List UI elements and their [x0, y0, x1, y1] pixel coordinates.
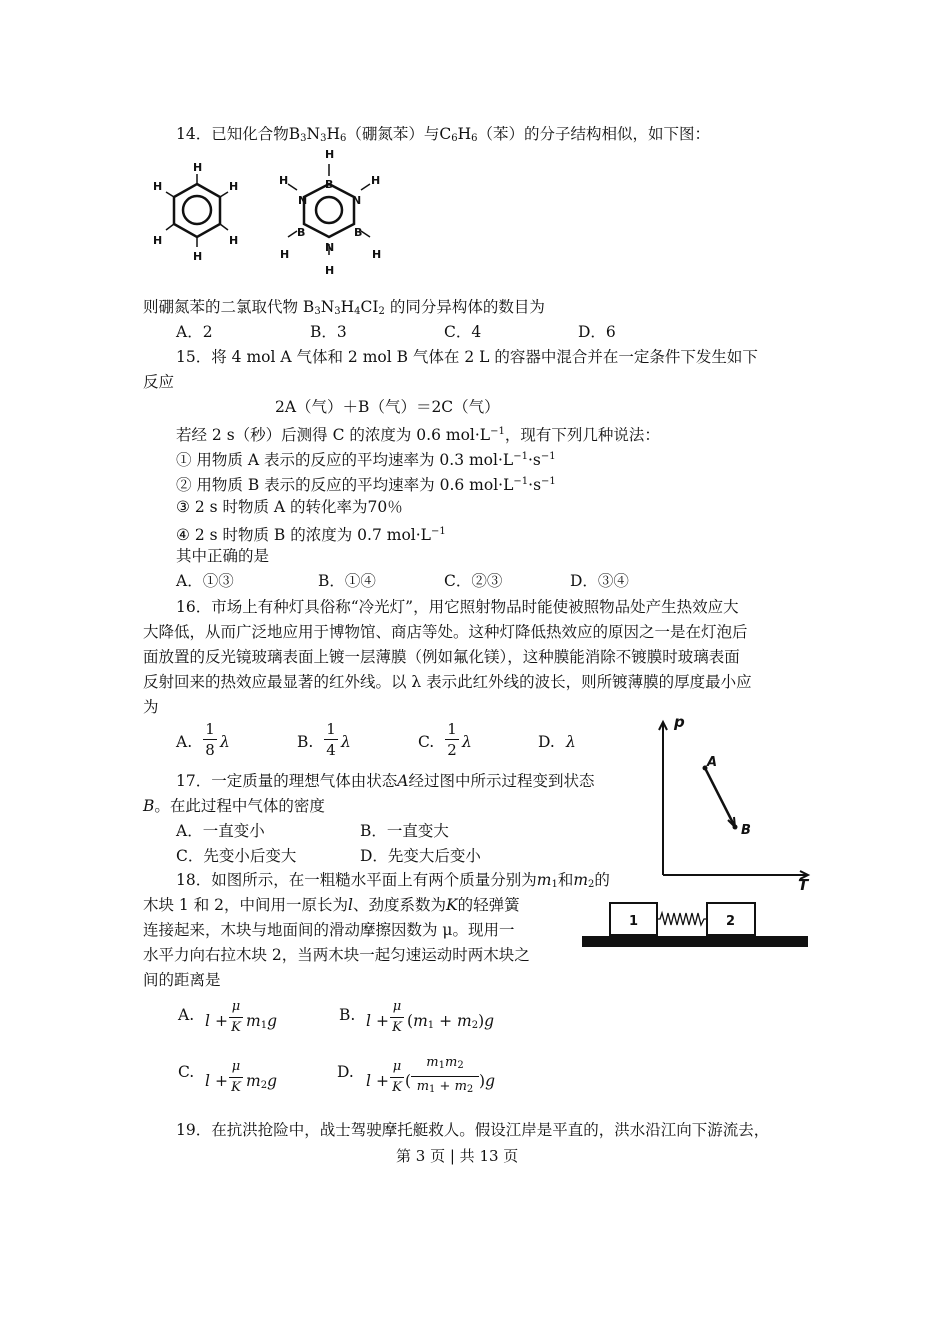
q15-stem: 15．将 4 mol A 气体和 2 mol B 气体在 2 L 的容器中混合并在一定条件下发生如下	[176, 348, 758, 366]
rough-ground	[582, 936, 808, 947]
q18-option-c-term: $m_2g$	[246, 1072, 278, 1091]
q16-option-b-label: B.	[297, 733, 314, 751]
q19-line-1: 19．在抗洪抢险中，战士驾驶摩托艇救人。假设江岸是平直的，洪水沿江向下游流去，	[176, 1121, 770, 1139]
q18-option-a-term: $m_1g$	[246, 1012, 278, 1031]
q16-line-1: 16．市场上有种灯具俗称“冷光灯”，用它照射物品时能使被照物品处产生热效应大	[176, 598, 739, 616]
q18-option-b-term: $(m_1 + m_2)g$	[407, 1012, 495, 1031]
svg-text:H: H	[325, 148, 335, 161]
q18-option-b-label: B.	[339, 1006, 356, 1024]
svg-text:H: H	[153, 234, 163, 247]
q18-line-3: 连接起来，木块与地面间的滑动摩擦因数为 μ。现用一	[143, 921, 515, 939]
q16-option-a-fraction: 1 8	[203, 720, 217, 759]
q18-option-d-lparen: (	[405, 1072, 412, 1090]
q15-option-b: B．①④	[318, 572, 376, 590]
q18-option-a-label: A.	[178, 1006, 195, 1024]
q16-option-a-label: A.	[176, 733, 193, 751]
t-axis-label: T	[798, 876, 809, 894]
q16-option-b-lambda: λ	[341, 733, 351, 751]
q18-option-d-rparen: )g	[479, 1072, 495, 1090]
block-1-label: 1	[629, 914, 639, 929]
svg-text:B: B	[354, 226, 363, 239]
svg-text:B: B	[297, 226, 306, 239]
borazine-atoms	[279, 148, 381, 277]
svg-text:H: H	[193, 161, 203, 174]
benzene-structure	[166, 174, 228, 247]
q17-option-c: C．先变小后变大	[176, 847, 297, 865]
q14-stem: 14．已知化合物$B_3N_3H_6$（硼氮苯）与$C_6H_6$（苯）的分子结构相似，如下图：	[176, 125, 711, 144]
q18-option-c-label: C.	[178, 1063, 195, 1081]
q18-option-c-l: l	[205, 1072, 210, 1090]
q16-option-c-lambda: λ	[462, 733, 472, 751]
svg-text:H: H	[372, 248, 382, 261]
page-footer: 第 3 页 | 共 13 页	[396, 1147, 519, 1165]
q15-condition: 若经 2 s（秒）后测得 C 的浓度为 0.6 $mol\cdot L^{-1}$，现有下列几种说法：	[176, 426, 660, 444]
svg-text:H: H	[280, 248, 290, 261]
svg-text:N: N	[325, 241, 335, 254]
q14-option-c: C．4	[444, 323, 482, 341]
q18-option-d-plus: +	[376, 1072, 389, 1090]
q18-blocks-figure	[580, 898, 810, 950]
svg-text:H: H	[229, 234, 239, 247]
q15-statement-3: ③ 2 s 时物质 A 的转化率为70％	[176, 498, 403, 516]
q18-option-c-plus: +	[215, 1072, 228, 1090]
q17-pt-graph	[650, 710, 820, 895]
q16-line-5: 为	[143, 698, 159, 716]
svg-text:H: H	[153, 180, 163, 193]
q18-option-d-mass-fraction: $m_1m_2$ $m_1 + m_2$	[411, 1054, 479, 1099]
q17-option-a: A．一直变小	[176, 822, 265, 840]
q14-option-a: A．2	[176, 323, 213, 341]
q16-line-4: 反射回来的热效应最显著的红外线。以 λ 表示此红外线的波长，则所镀薄膜的厚度最小应	[143, 673, 752, 691]
q17-line-2: B。在此过程中气体的密度	[143, 797, 325, 815]
svg-text:H: H	[371, 174, 381, 187]
benzene-borazine-structures	[140, 140, 400, 290]
svg-text:N: N	[298, 194, 308, 207]
point-a-label: A	[707, 755, 718, 770]
q18-option-d-mu-k: μ K	[390, 1058, 404, 1097]
svg-text:H: H	[229, 180, 239, 193]
q16-option-b-fraction: 1 4	[324, 720, 338, 759]
q18-option-b-l: l	[366, 1012, 371, 1030]
q17-line-1: 17．一定质量的理想气体由状态A经过图中所示过程变到状态	[176, 772, 595, 790]
benzene-atoms	[153, 161, 238, 263]
q14-option-d: D．6	[578, 323, 616, 341]
q16-line-3: 面放置的反光镜玻璃表面上镀一层薄膜（例如氟化镁），这种膜能消除不镀膜时玻璃表面	[143, 648, 740, 666]
q18-option-d-l: l	[366, 1072, 371, 1090]
q18-option-a-plus: +	[215, 1012, 228, 1030]
q18-option-b-fraction: μ K	[390, 998, 404, 1037]
q18-option-b-plus: +	[376, 1012, 389, 1030]
block-2-label: 2	[726, 914, 736, 929]
q16-option-c-label: C.	[418, 733, 435, 751]
q16-option-d-label: D.	[538, 733, 555, 751]
spring-icon	[657, 913, 707, 925]
svg-text:H: H	[193, 250, 203, 263]
q15-option-a: A．①③	[176, 572, 234, 590]
process-line-ab	[705, 768, 735, 827]
q14-question: 则硼氮苯的二氯取代物 $B_3N_3H_4CI_2$ 的同分异构体的数目为	[143, 298, 545, 317]
p-axis-label: p	[674, 713, 685, 731]
q15-option-d: D．③④	[570, 572, 629, 590]
q17-option-b: B．一直变大	[360, 822, 449, 840]
point-b	[733, 825, 738, 830]
q15-option-c: C．②③	[444, 572, 503, 590]
q15-statement-2: ② 用物质 B 表示的反应的平均速率为 0.6 $mol\cdot L^{-1}\cdot s^{-1}$	[176, 476, 556, 494]
q15-statement-4: ④ 2 s 时物质 B 的浓度为 0.7 $mol\cdot L^{-1}$	[176, 526, 446, 544]
q16-option-d-lambda: λ	[566, 733, 576, 751]
q17-option-d: D．先变大后变小	[360, 847, 481, 865]
q15-ask: 其中正确的是	[176, 547, 270, 565]
svg-text:H: H	[279, 174, 289, 187]
q18-option-d-label: D.	[337, 1063, 354, 1081]
point-b-label: B	[741, 823, 751, 838]
q18-line-2: 木块 1 和 2，中间用一原长为l、劲度系数为K的轻弹簧	[143, 896, 520, 914]
q16-line-2: 大降低，从而广泛地应用于博物馆、商店等处。这种灯降低热效应的原因之一是在灯泡后	[143, 623, 748, 641]
q14-option-b: B．3	[310, 323, 347, 341]
svg-text:N: N	[352, 194, 362, 207]
q18-option-a-fraction: μ K	[229, 998, 243, 1037]
q18-option-a-l: l	[205, 1012, 210, 1030]
svg-text:H: H	[325, 264, 335, 277]
q15-equation: 2A（气）＋B（气）＝2C（气）	[275, 398, 500, 416]
svg-text:B: B	[325, 178, 334, 191]
q18-option-c-fraction: μ K	[229, 1058, 243, 1097]
q15-stem-cont: 反应	[143, 373, 175, 391]
q18-line-4: 水平力向右拉木块 2，当两木块一起匀速运动时两木块之	[143, 946, 530, 964]
q16-option-a-lambda: λ	[220, 733, 230, 751]
q15-statement-1: ① 用物质 A 表示的反应的平均速率为 0.3 $mol\cdot L^{-1}\cdot s^{-1}$	[176, 451, 556, 469]
q18-line-5: 间的距离是	[143, 971, 221, 989]
q18-line-1: 18．如图所示，在一粗糙水平面上有两个质量分别为$m_1$和$m_2$的	[176, 871, 610, 890]
q16-option-c-fraction: 1 2	[445, 720, 459, 759]
